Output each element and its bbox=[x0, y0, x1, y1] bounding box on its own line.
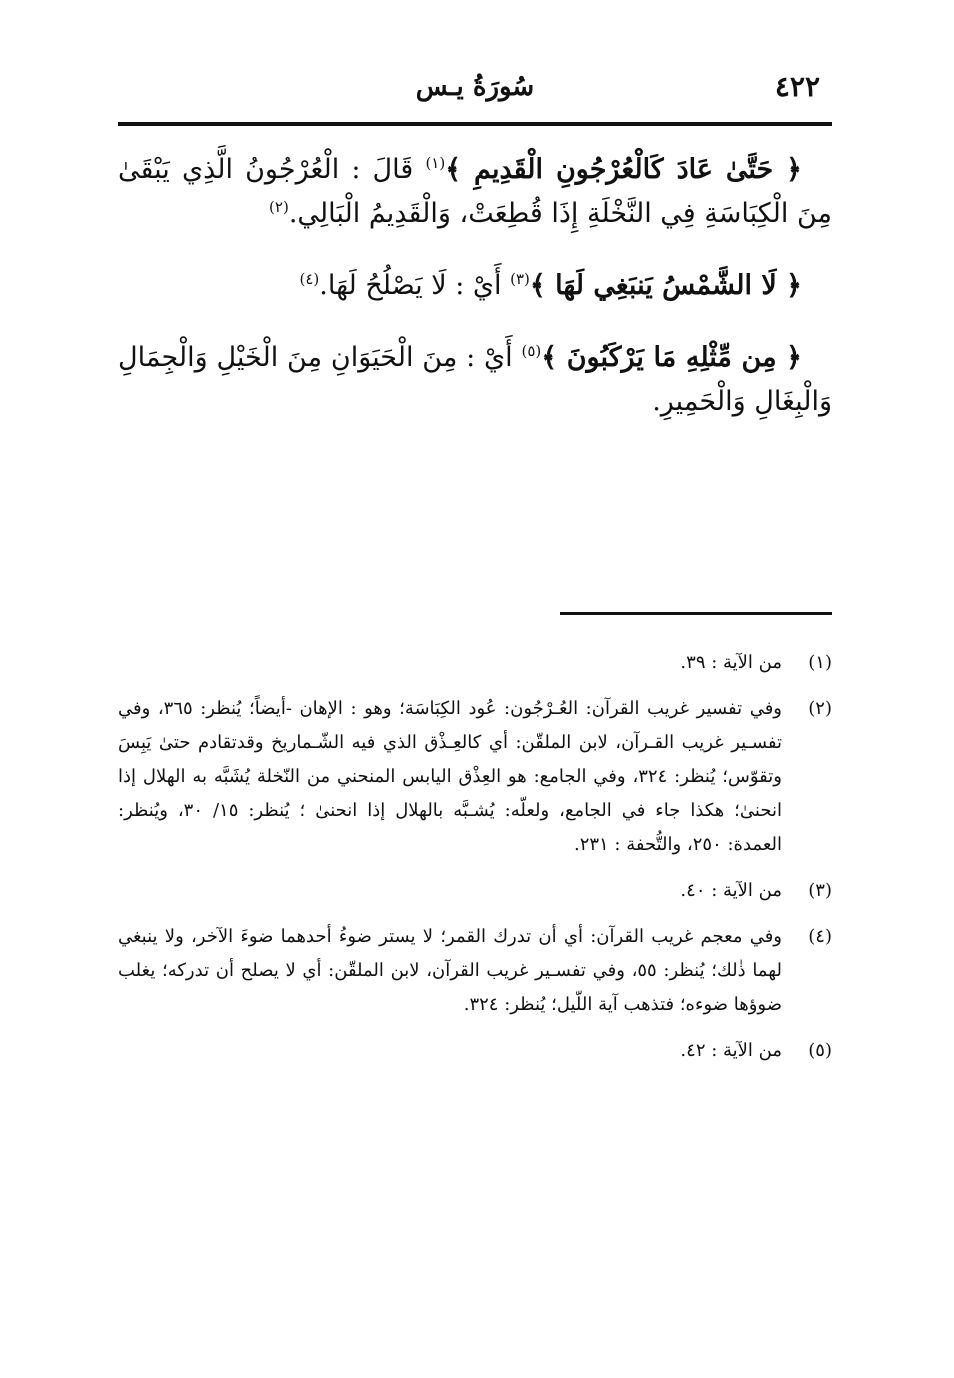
commentary-text: أَيْ : لَا يَصْلُحُ لَهَا. bbox=[319, 270, 511, 301]
footnote-number: (٣) bbox=[808, 880, 832, 901]
footnote-number: (١) bbox=[808, 652, 832, 673]
verse-quote: ﴿ مِن مِّثْلِهِ مَا يَرْكَبُونَ ﴾ bbox=[541, 342, 803, 373]
verse-quote: ﴿ لَا الشَّمْسُ يَنبَغِي لَهَا ﴾ bbox=[529, 270, 802, 301]
footnote-text: وفي معجم غريب القرآن: أي أن تدرك القمر؛ لا يستر ضوءُ أحدهما ضوءَ الآخر، ولا ينبغي لهما ذٰلك؛ يُنظر: ٥٥، وفي تفسـير غريب القرآن، لابن الملقّن: أي لا يصلح أن تدركه؛ يغلب ضوؤها ضوءه؛ فتذهب آية اللّيل؛ يُنظر: ٣٢٤. bbox=[118, 926, 782, 1015]
verse-quote: ﴿ حَتَّىٰ عَادَ كَالْعُرْجُونِ الْقَدِيمِ ﴾ bbox=[445, 154, 802, 185]
surah-title: سُورَةُ يـس bbox=[415, 72, 535, 102]
footnote-ref: (٢) bbox=[269, 198, 289, 216]
footnote-item bbox=[118, 646, 832, 680]
footnote-ref: (٣) bbox=[510, 270, 530, 288]
footnote-item bbox=[118, 1034, 832, 1068]
footnote-ref: (٤) bbox=[299, 270, 320, 288]
footnote-item bbox=[118, 920, 832, 1022]
footnote-item bbox=[118, 692, 832, 862]
footnote-text: من الآية : ٤٠. bbox=[680, 880, 782, 901]
main-paragraph-1 bbox=[118, 148, 832, 236]
page-header bbox=[118, 62, 832, 122]
footnote-ref: (٥) bbox=[521, 342, 542, 360]
commentary-text: أَيْ : مِنَ الْحَيَوَانِ مِنَ الْخَيْلِ وَالْجِمَالِ وَالْبِغَالِ وَالْحَمِيرِ. bbox=[118, 342, 832, 417]
footnote-text: من الآية : ٤٢. bbox=[680, 1040, 782, 1061]
footnote-number: (٥) bbox=[808, 1040, 832, 1061]
footnotes bbox=[118, 646, 832, 1080]
footnote-number: (٤) bbox=[808, 926, 832, 947]
footnote-text: من الآية : ٣٩. bbox=[680, 652, 782, 673]
main-paragraph-3 bbox=[118, 336, 832, 424]
footnote-item bbox=[118, 874, 832, 908]
footnote-ref: (١) bbox=[425, 154, 446, 172]
commentary-text: قَالَ : الْعُرْجُونُ الَّذِي يَبْقَىٰ مِنَ الْكِبَاسَةِ فِي النَّخْلَةِ إِذَا قُطِعَتْ، وَالْقَدِيمُ الْبَالِي. bbox=[118, 154, 832, 229]
footnote-text: وفي تفسير غريب القرآن: العُـرْجُون: عُود الكِبَاسَة؛ وهو : الإهان -أيضاً؛ يُنظر: ٣٦٥، وفي تفسـير غريب القـرآن، لابن الملقّن: أي كالعِـذْق الذي فيه الشّـماريخ وقدتقادم حتىٰ يَبِسَ وتقوّس؛ يُنظر: ٣٢٤، وفي الجامع: هو العِذْق اليابس المنحني من النّخلة يُشَبَّه به الهلال إذا انحنىٰ؛ هكذا جاء في الجامع، ولعلّه: يُشـبَّه بالهلال إذا انحنىٰ ؛ يُنظر: ١٥/ ٣٠، ويُنظر: العمدة: ٢٥٠، والتُّحفة : ٢٣١. bbox=[118, 698, 782, 855]
main-text bbox=[118, 148, 832, 452]
footnote-divider bbox=[560, 612, 832, 615]
header-divider bbox=[118, 122, 832, 126]
main-paragraph-2 bbox=[118, 264, 832, 308]
page-number: ٤٢٢ bbox=[774, 70, 820, 103]
footnote-number: (٢) bbox=[808, 698, 832, 719]
